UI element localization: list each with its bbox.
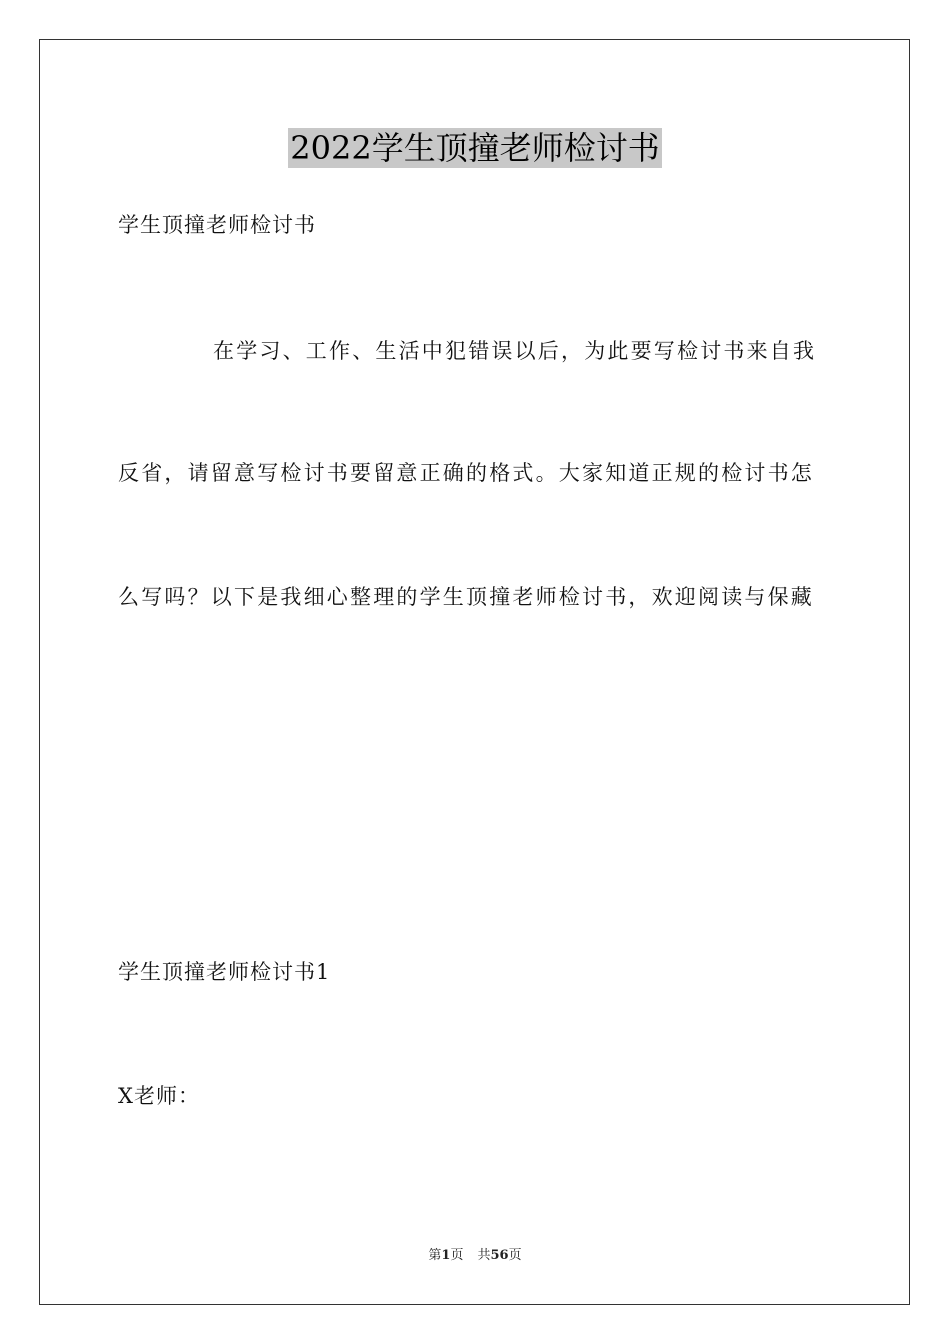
- page-footer: [0, 1247, 950, 1265]
- page-prefix: 第: [428, 1248, 442, 1263]
- page-total: 56: [490, 1248, 509, 1263]
- section-heading: 学生顶撞老师检讨书1: [118, 960, 331, 984]
- total-prefix: 共: [477, 1248, 491, 1263]
- salutation: X老师：: [118, 1084, 200, 1108]
- document-title: 2022学生顶撞老师检讨书: [290, 129, 660, 167]
- intro-line-1: 在学习、工作、生活中犯错误以后，为此要写检讨书来自我: [213, 339, 817, 363]
- total-suffix: 页: [508, 1248, 522, 1263]
- page-current: 1: [441, 1248, 451, 1263]
- page-mid: 页: [450, 1248, 464, 1263]
- title-container: [0, 128, 950, 168]
- intro-line-2: 反省，请留意写检讨书要留意正确的格式。大家知道正规的检讨书怎: [118, 461, 814, 485]
- document-subtitle: 学生顶撞老师检讨书: [118, 213, 316, 237]
- intro-line-3: 么写吗？以下是我细心整理的学生顶撞老师检讨书，欢迎阅读与保藏: [118, 585, 814, 609]
